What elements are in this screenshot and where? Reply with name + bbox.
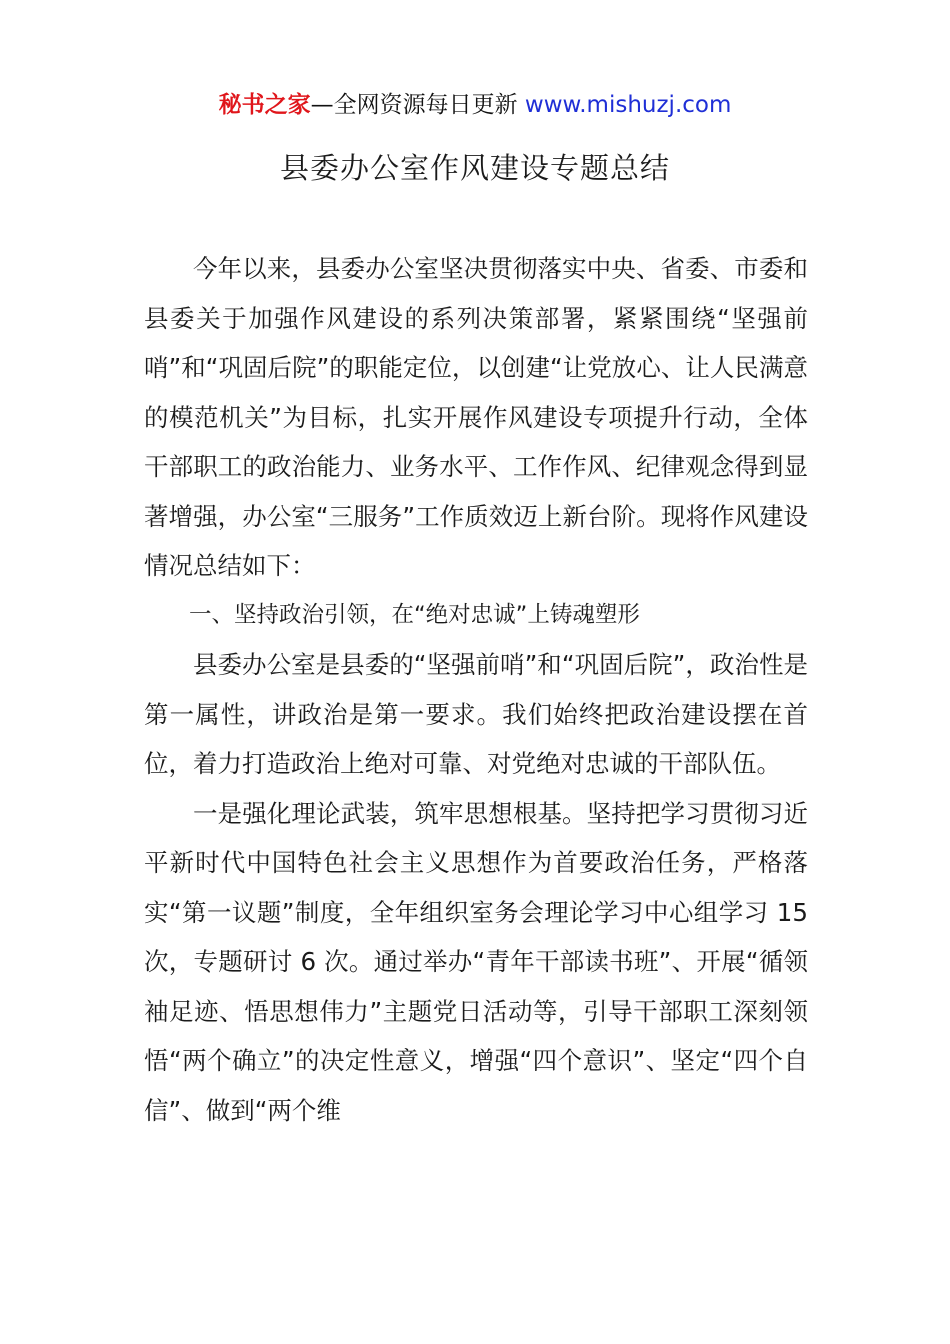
- site-brand: 秘书之家: [218, 92, 311, 118]
- section-paragraph: 县委办公室是县委的“坚强前哨”和“巩固后院”，政治性是第一属性，讲政治是第一要求。我们始终把政治建设摆在首位，着力打造政治上绝对可靠、对党绝对忠诚的干部队伍。: [144, 650, 808, 778]
- document-body: [144, 244, 808, 1135]
- site-header: [0, 88, 950, 122]
- subsection-paragraph: 一是强化理论武装，筑牢思想根基。坚持把学习贯彻习近平新时代中国特色社会主义思想作为首要政治任务，严格落实“第一议题”制度，全年组织室务会理论学习中心组学习 15 次，专题研讨 6 次。通过举办“青年干部读书班”、开展“循领袖足迹、悟思想伟力”主题党日活动等，引导干部职工深刻领悟“两个确立”的决定性意义，增强“四个意识”、坚定“四个自信”、做到“两个维: [144, 798, 808, 1125]
- site-url-link[interactable]: www.mishuzj.com: [524, 92, 732, 118]
- document-title: 县委办公室作风建设专题总结: [279, 151, 670, 185]
- intro-paragraph: 今年以来，县委办公室坚决贯彻落实中央、省委、市委和县委关于加强作风建设的系列决策部署，紧紧围绕“坚强前哨”和“巩固后院”的职能定位，以创建“让党放心、让人民满意的模范机关”为目标，扎实开展作风建设专项提升行动，全体干部职工的政治能力、业务水平、工作作风、纪律观念得到显著增强，办公室“三服务”工作质效迈上新台阶。现将作风建设情况总结如下：: [144, 254, 808, 580]
- site-tagline: —全网资源每日更新: [310, 92, 525, 118]
- section-heading: 一、坚持政治引领，在“绝对忠诚”上铸魂塑形: [189, 601, 640, 628]
